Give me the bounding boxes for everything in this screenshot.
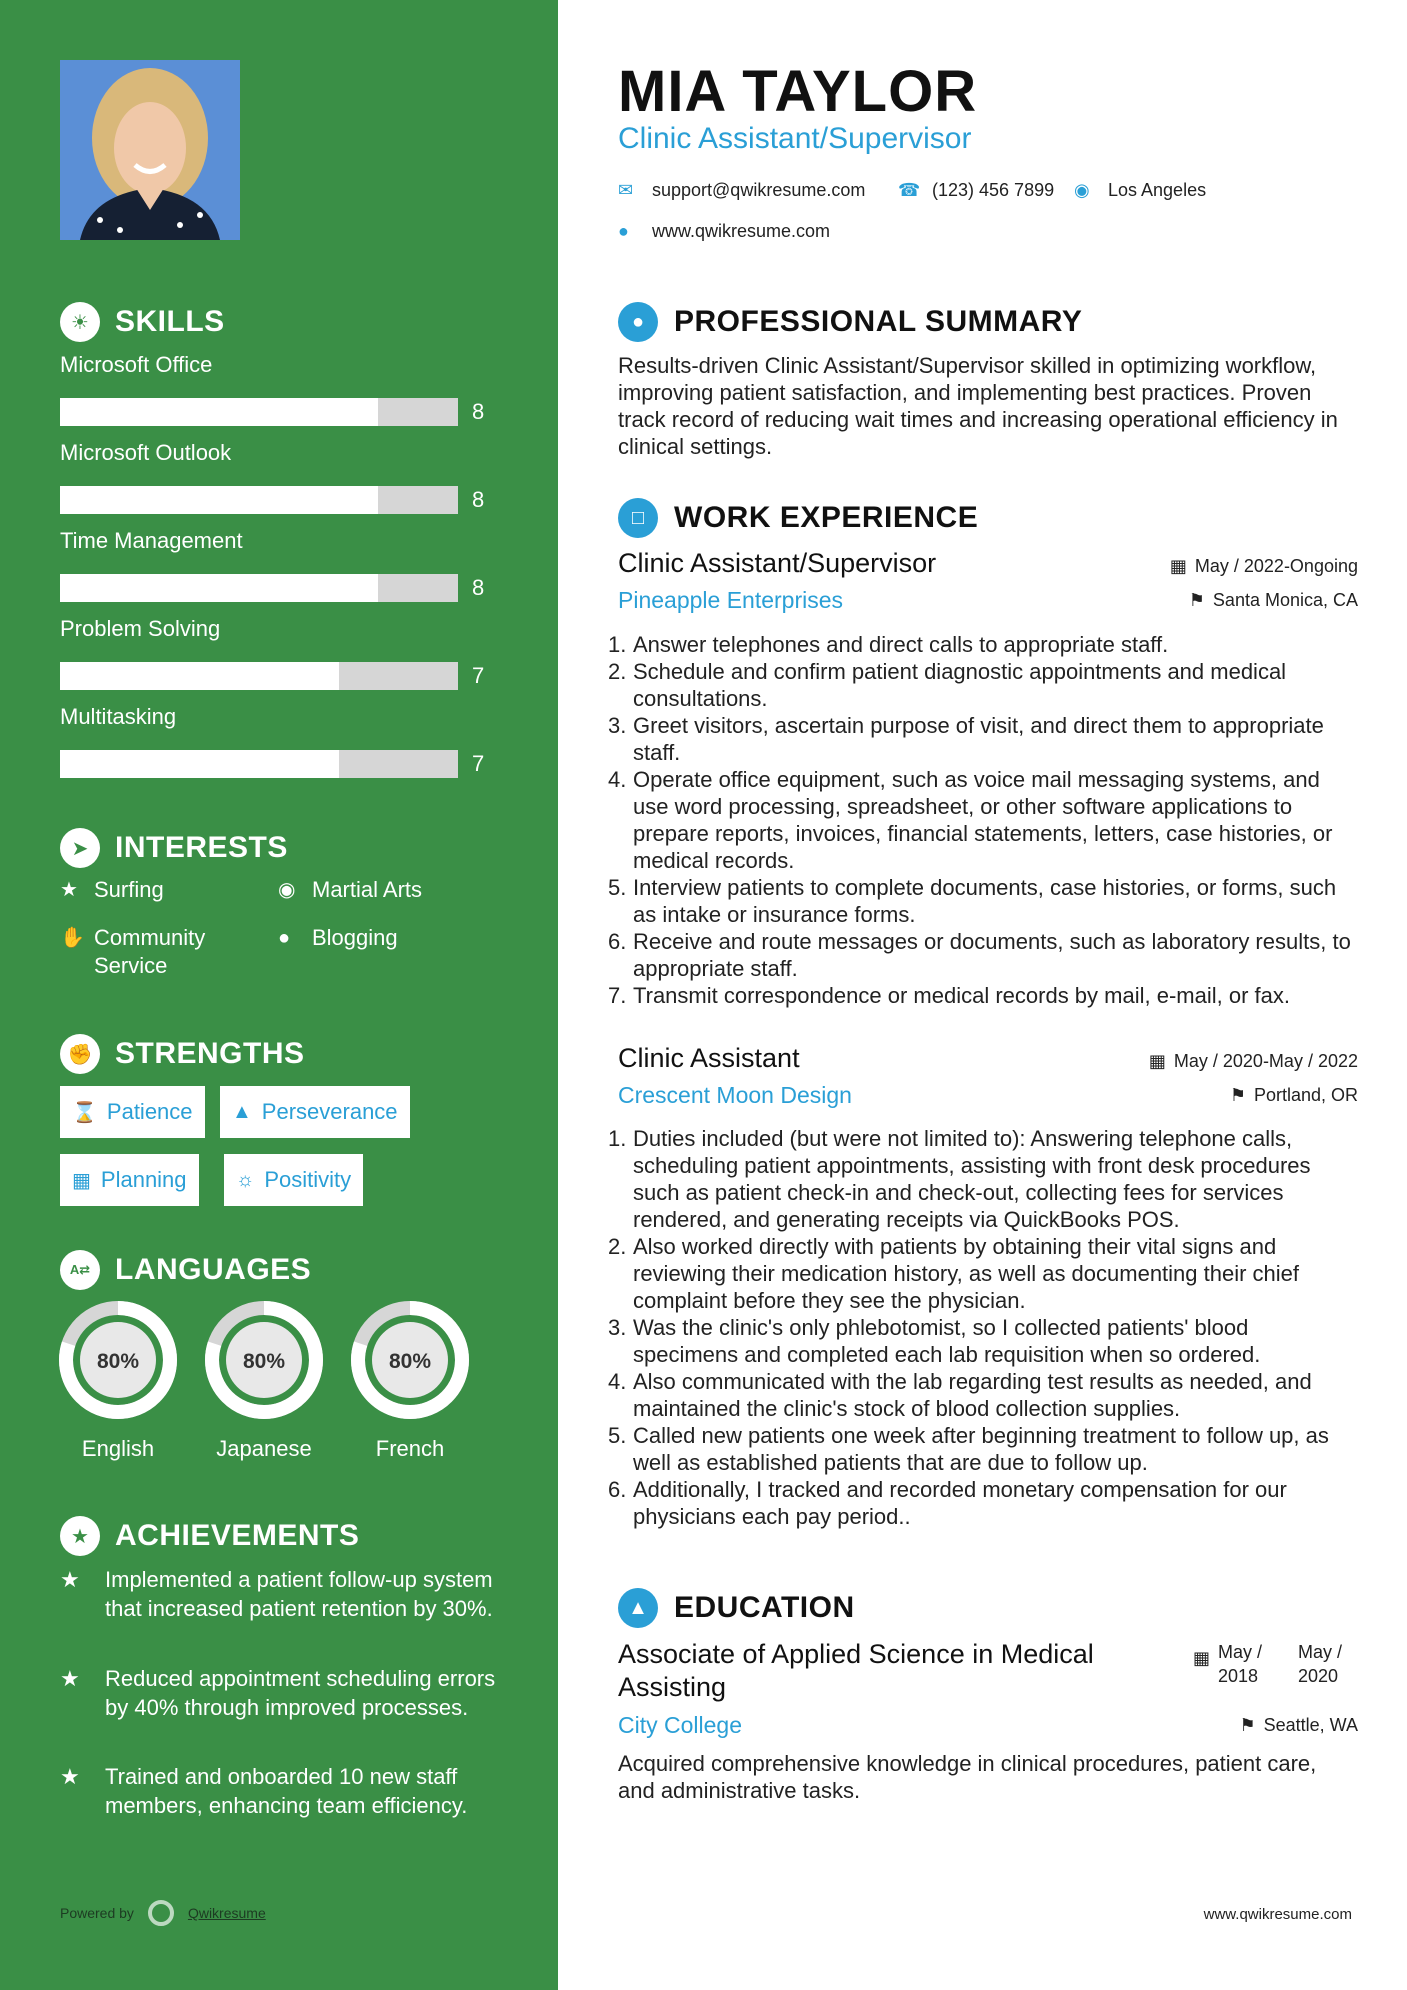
language-percent: 80%: [388, 1350, 432, 1373]
duty-number: 6.: [608, 929, 627, 954]
education-school: City College: [618, 1712, 742, 1738]
duty-item: [608, 928, 1358, 982]
achievement-item: ★ Implemented a patient follow-up system that increased patient retention by 30%.: [60, 1567, 493, 1621]
skill-value: 8: [472, 399, 485, 424]
contact-phone[interactable]: ☎ (123) 456 7899: [898, 180, 1055, 200]
skills-title: SKILLS: [115, 305, 225, 338]
duty-number: 4.: [608, 767, 627, 792]
skill-name: Problem Solving: [60, 616, 221, 641]
fist-icon: ✊: [60, 1034, 100, 1074]
globe-icon: ●: [618, 221, 629, 241]
globe-icon: ◉: [278, 879, 296, 901]
language-name: Japanese: [216, 1436, 312, 1461]
duty-text: Operate office equipment, such as voice mail messaging systems, and use word processing, spreadsheet, or other software applications to prepare reports, invoices, financial statements, letters, case histories, or medical records.: [633, 767, 1333, 873]
road-icon: ▲: [232, 1100, 252, 1123]
duty-number: 7.: [608, 983, 627, 1008]
skill-value: 7: [472, 751, 485, 776]
job-title: Clinic Assistant: [618, 1043, 800, 1073]
skill-item: [60, 528, 490, 602]
duty-number: 5.: [608, 1423, 627, 1448]
skill-bar: [60, 662, 490, 690]
duty-number: 2.: [608, 659, 627, 684]
duty-item: [608, 712, 1358, 766]
job-date: ▦ May / 2022-Ongoing: [1169, 556, 1358, 576]
skill-bar-fill: [60, 662, 339, 690]
candidate-name: MIA TAYLOR: [618, 59, 978, 124]
achievements-title: ACHIEVEMENTS: [115, 1519, 360, 1552]
duty-text: Schedule and confirm patient diagnostic appointments and medical consultations.: [633, 659, 1287, 711]
education-text: Acquired comprehensive knowledge in clinical procedures, patient care, and administrative tasks.: [618, 1751, 1317, 1803]
sidebar: [0, 0, 558, 1990]
job-duties: [608, 631, 1358, 1009]
strength-badge: ⌛ Patience: [60, 1086, 205, 1138]
language-ring: [56, 1298, 180, 1422]
job-date: ▦ May / 2020-May / 2022: [1148, 1051, 1358, 1071]
interests-title: INTERESTS: [115, 831, 288, 864]
languages-heading: [60, 1250, 311, 1290]
summary-text: Results-driven Clinic Assistant/Supervisor skilled in optimizing workflow, improving patient satisfaction, and implementing best practices. Proven track record of reducing wait times and increasing operational efficiency in clinical settings.: [618, 353, 1338, 459]
duty-item: [608, 766, 1358, 874]
summary-heading: ● PROFESSIONAL SUMMARY: [618, 302, 1082, 342]
strength-badge: ▦ Planning: [60, 1154, 199, 1206]
shooting-star-icon: ★: [60, 1567, 80, 1592]
job-company: Pineapple Enterprises: [618, 587, 844, 613]
achievement-item: ★ Reduced appointment scheduling errors by 40% through improved processes.: [60, 1666, 496, 1720]
skill-bar-fill: [60, 574, 378, 602]
job-location: ⚑ Santa Monica, CA: [1188, 590, 1358, 610]
strengths-title: STRENGTHS: [115, 1037, 305, 1070]
duty-number: 3.: [608, 1315, 627, 1340]
calendar-icon: ▦: [1169, 556, 1187, 576]
interest-item: ● Blogging: [278, 925, 398, 950]
hourglass-icon: ⌛: [72, 1101, 97, 1124]
skill-bar: [60, 398, 490, 426]
lightbulb-icon: ☀: [60, 302, 100, 342]
duty-item: [608, 1125, 1358, 1233]
duty-text: Receive and route messages or documents, such as laboratory results, to appropriate staff.: [633, 929, 1351, 981]
duty-item: [608, 1422, 1358, 1476]
language-item: [202, 1298, 326, 1468]
job-duties: [608, 1125, 1358, 1530]
duty-number: 5.: [608, 875, 627, 900]
duty-text: Was the clinic's only phlebotomist, so I collected patients' blood specimens and completed each lab requisition when so ordered.: [633, 1315, 1261, 1367]
duty-item: [608, 1233, 1358, 1314]
skill-name: Time Management: [60, 528, 243, 553]
language-percent: 80%: [96, 1350, 140, 1373]
phone-icon: ☎: [898, 180, 921, 200]
contact-website[interactable]: ● www.qwikresume.com: [618, 221, 831, 241]
calendar-icon: ▦: [72, 1169, 91, 1192]
language-name: English: [81, 1436, 155, 1461]
skill-name: Multitasking: [60, 704, 177, 729]
hand-icon: ✋: [60, 927, 85, 949]
qwikresume-link[interactable]: Qwikresume: [187, 1905, 266, 1921]
skill-item: [60, 704, 490, 778]
duty-text: Greet visitors, ascertain purpose of visit, and direct them to appropriate staff.: [633, 713, 1324, 765]
skill-item: [60, 616, 490, 690]
duty-item: [608, 874, 1358, 928]
duty-text: Additionally, I tracked and recorded monetary compensation for our physicians each pay period..: [633, 1477, 1287, 1529]
duty-number: 6.: [608, 1477, 627, 1502]
users-icon: ●: [278, 927, 291, 949]
duty-text: Duties included (but were not limited to): Answering telephone calls, scheduling patient appointments, assisting with front desk procedures such as patient check-in and check-out, collecting fees for services rendered, and generating receipts via QuickBooks POS.: [633, 1126, 1311, 1232]
strengths-heading: [60, 1034, 305, 1074]
duty-number: 1.: [608, 632, 627, 657]
language-percent: 80%: [242, 1350, 286, 1373]
duty-number: 4.: [608, 1369, 627, 1394]
education-degree: Associate of Applied Science in Medical Assisting: [618, 1639, 1094, 1702]
duty-item: [608, 658, 1358, 712]
chair-icon: □: [618, 498, 658, 538]
job-title: Clinic Assistant/Supervisor: [618, 548, 937, 578]
language-ring: [202, 1298, 326, 1422]
shooting-star-icon: ★: [60, 1764, 80, 1789]
star-icon: ★: [60, 879, 78, 901]
strength-badge: ☼ Positivity: [224, 1154, 363, 1206]
duty-text: Interview patients to complete documents, case histories, or forms, such as intake or insurance forms.: [633, 875, 1337, 927]
star-badge-icon: ★: [60, 1516, 100, 1556]
job-location: ⚑ Portland, OR: [1229, 1085, 1358, 1105]
duty-text: Also communicated with the lab regarding test results as needed, and maintained the clinic's stock of blood collection supplies.: [633, 1369, 1312, 1421]
skill-item: [60, 440, 490, 514]
powered-by: Powered by Qwikresume: [60, 1900, 266, 1926]
calendar-icon: ▦: [1148, 1051, 1166, 1071]
skill-value: 8: [472, 575, 485, 600]
language-item: [56, 1298, 180, 1468]
language-name: French: [375, 1436, 445, 1461]
skill-bar: [60, 574, 490, 602]
skill-value: 8: [472, 487, 485, 512]
skill-bar: [60, 750, 490, 778]
education-dates: ▦ May / 2018 May / 2020: [1192, 1642, 1343, 1686]
education-location: ⚑ Seattle, WA: [1239, 1715, 1358, 1735]
languages-title: LANGUAGES: [115, 1253, 312, 1286]
pin-icon: ⚑: [1188, 590, 1205, 610]
envelope-icon: ✉: [618, 180, 634, 200]
duty-text: Called new patients one week after beginning treatment to follow up, as well as established patients that are due to follow up.: [633, 1423, 1329, 1475]
duty-text: Answer telephones and direct calls to appropriate staff.: [633, 632, 1169, 657]
contact-email[interactable]: ✉ support@qwikresume.com: [618, 180, 866, 200]
qwikresume-logo-icon: [148, 1900, 174, 1926]
interest-item: ◉ Martial Arts: [278, 877, 423, 902]
interest-item: ★ Surfing: [60, 877, 164, 902]
skill-bar-fill: [60, 398, 378, 426]
language-item: [348, 1298, 472, 1468]
skill-name: Microsoft Outlook: [60, 440, 232, 465]
calendar-icon: ▦: [1192, 1648, 1210, 1668]
skill-bar-fill: [60, 486, 378, 514]
skill-value: 7: [472, 663, 485, 688]
skill-bar: [60, 486, 490, 514]
duty-item: [608, 1476, 1358, 1530]
interest-item: ✋ Community Service: [60, 925, 206, 978]
interests-heading: [60, 828, 288, 868]
language-ring: [348, 1298, 472, 1422]
skill-bar-fill: [60, 750, 339, 778]
job-company: Crescent Moon Design: [618, 1082, 852, 1108]
sun-icon: ☼: [236, 1168, 255, 1191]
duty-item: [608, 1368, 1358, 1422]
duty-item: [608, 631, 1358, 658]
education-heading: ▲ EDUCATION: [618, 1588, 855, 1628]
duty-number: 3.: [608, 713, 627, 738]
experience-heading: □ WORK EXPERIENCE: [618, 498, 978, 538]
skill-name: Microsoft Office: [60, 352, 213, 377]
contact-location: ◉ Los Angeles: [1074, 180, 1207, 200]
strength-badge: ▲ Perseverance: [220, 1086, 410, 1138]
user-icon: ●: [618, 302, 658, 342]
pin-icon: ⚑: [1239, 1715, 1256, 1735]
shooting-star-icon: ★: [60, 1666, 80, 1691]
achievement-item: ★ Trained and onboarded 10 new staff members, enhancing team efficiency.: [60, 1764, 468, 1818]
duty-item: [608, 1314, 1358, 1368]
footer-website-link[interactable]: www.qwikresume.com: [1203, 1906, 1352, 1923]
profile-photo: [60, 60, 240, 240]
graduation-icon: ▲: [618, 1588, 658, 1628]
skills-heading: [60, 302, 225, 342]
duty-number: 2.: [608, 1234, 627, 1259]
achievements-heading: [60, 1516, 359, 1556]
skill-item: [60, 352, 490, 426]
map-pin-icon: ◉: [1074, 180, 1090, 200]
language-icon: A⇄: [60, 1250, 100, 1290]
paper-plane-icon: ➤: [60, 828, 100, 868]
pin-icon: ⚑: [1229, 1085, 1246, 1105]
duty-text: Transmit correspondence or medical records by mail, e-mail, or fax.: [633, 983, 1290, 1008]
duty-item: [608, 982, 1358, 1009]
duty-number: 1.: [608, 1126, 627, 1151]
candidate-role: Clinic Assistant/Supervisor: [618, 122, 972, 155]
duty-text: Also worked directly with patients by obtaining their vital signs and reviewing their medication history, as well as documenting their chief complaint before they see the physician.: [633, 1234, 1300, 1313]
